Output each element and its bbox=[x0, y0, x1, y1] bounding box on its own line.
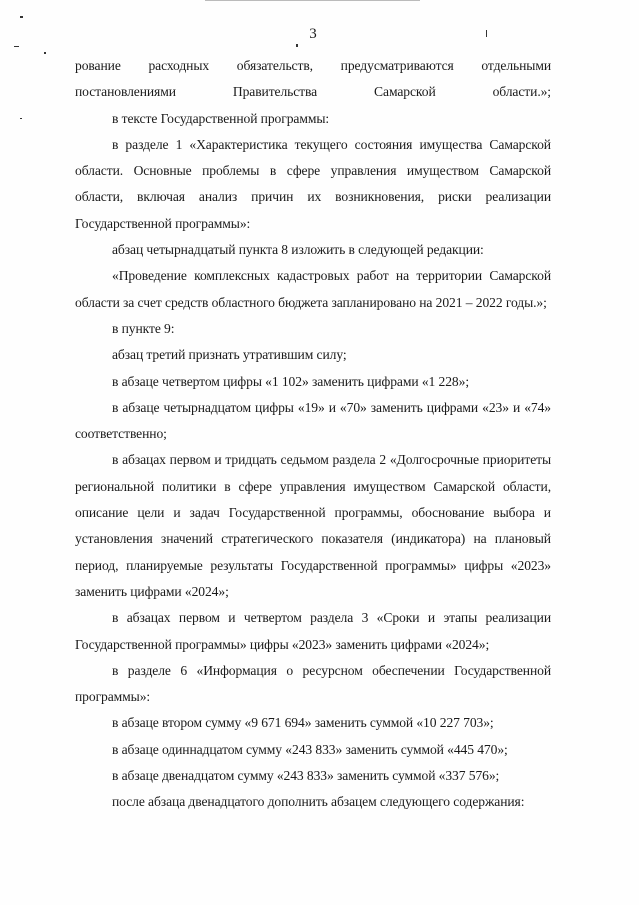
paragraph: в тексте Государственной программы: bbox=[112, 110, 330, 126]
paragraph: в абзаце одиннадцатом сумму «243 833» заменить суммой «445 470»; bbox=[112, 741, 508, 757]
document-body bbox=[75, 53, 551, 816]
scan-speck bbox=[296, 44, 298, 47]
paragraph: в пункте 9: bbox=[112, 320, 175, 336]
scan-speck bbox=[20, 118, 22, 119]
scan-edge-line bbox=[205, 0, 420, 1]
paragraph: в абзацах первом и тридцать седьмом раздела 2 «Долгосрочные приоритеты региональной политики в сфере управления имуществом Самарской области, описание цели и задач Государственной программы, обоснование выбора и установления значений стратегического показателя (индикатора) на плановый период, планируемые результаты Государственной программы» цифры «2023» заменить цифрами «2024»; bbox=[75, 452, 551, 599]
paragraph: в абзаце четырнадцатом цифры «19» и «70» заменить цифрами «23» и «74» соответственно; bbox=[75, 399, 551, 442]
paragraph: абзац третий признать утратившим силу; bbox=[112, 347, 347, 363]
scan-speck bbox=[20, 16, 23, 18]
paragraph: в разделе 1 «Характеристика текущего состояния имущества Самарской области. Основные проблемы в сфере управления имуществом Самарской области, включая анализ причин их возникновения, риски реализации Государственной программы»: bbox=[75, 136, 551, 231]
paragraph: в абзаце двенадцатом сумму «243 833» заменить суммой «337 576»; bbox=[112, 768, 500, 784]
paragraph: абзац четырнадцатый пункта 8 изложить в следующей редакции: bbox=[112, 242, 484, 258]
paragraph: в абзаце четвертом цифры «1 102» заменить цифрами «1 228»; bbox=[112, 373, 469, 389]
paragraph: после абзаца двенадцатого дополнить абзацем следующего содержания: bbox=[112, 794, 525, 810]
paragraph: в разделе 6 «Информация о ресурсном обеспечении Государственной программы»: bbox=[75, 662, 551, 705]
scan-speck bbox=[14, 46, 19, 47]
page-number: 3 bbox=[309, 26, 317, 42]
paragraph: «Проведение комплексных кадастровых работ на территории Самарской области за счет средств областного бюджета запланировано на 2021 – 2022 годы.»; bbox=[75, 268, 551, 310]
paragraph: рование расходных обязательств, предусматриваются отдельными постановлениями Правительства Самарской области.»; bbox=[75, 58, 551, 100]
scan-speck bbox=[44, 52, 46, 54]
paragraph: в абзаце втором сумму «9 671 694» заменить суммой «10 227 703»; bbox=[112, 715, 494, 731]
paragraph: в абзацах первом и четвертом раздела 3 «Сроки и этапы реализации Государственной программы» цифры «2023» заменить цифрами «2024»; bbox=[75, 610, 551, 652]
